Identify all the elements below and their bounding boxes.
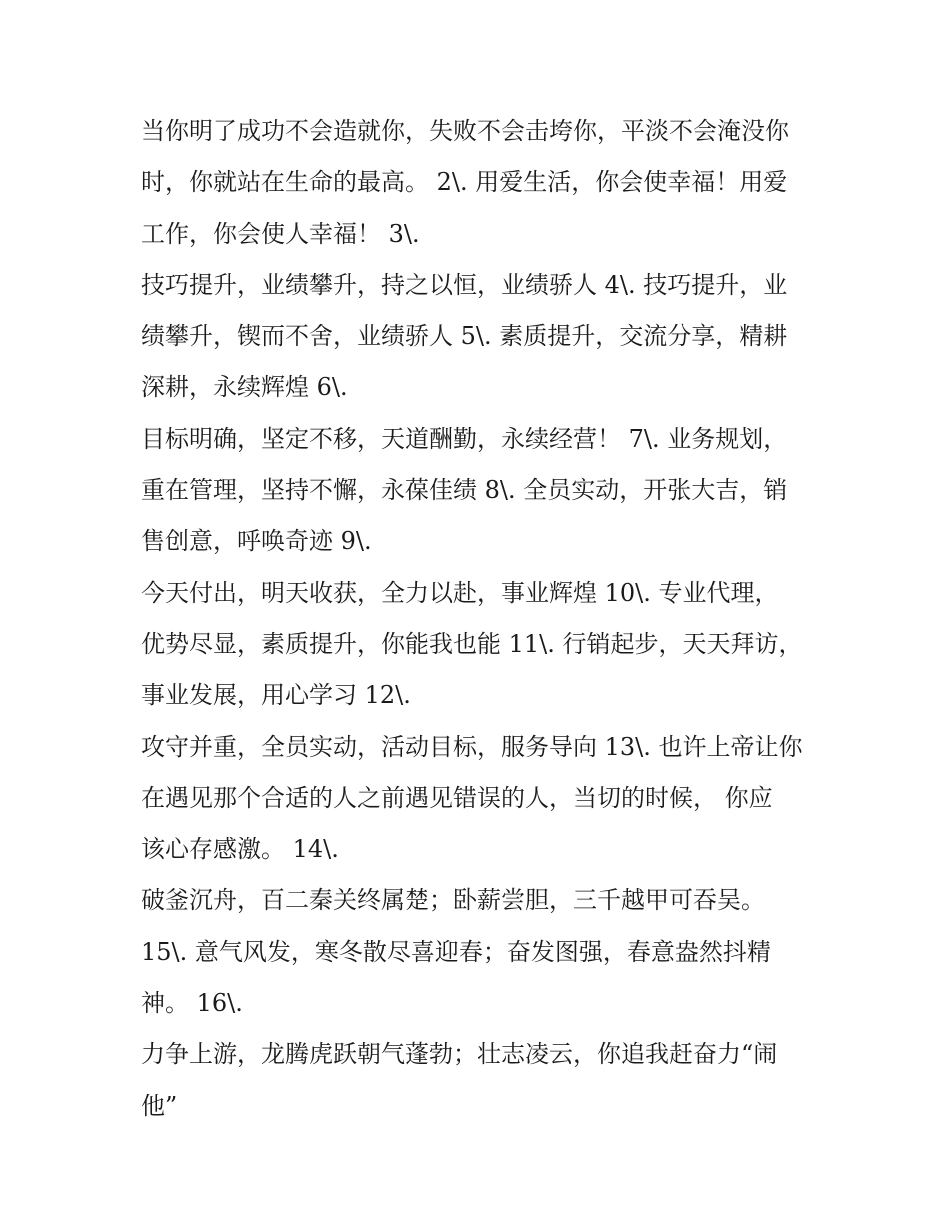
text-line: 破釜沉舟，百二秦关终属楚；卧薪尝胆，三千越甲可吞吴。	[141, 886, 765, 915]
text-line: 在遇见那个合适的人之前遇见错误的人，当切的时候， 你应	[141, 783, 773, 812]
text-line: 15\. 意气风发，寒冬散尽喜迎春；奋发图强，春意盎然抖精	[141, 937, 771, 966]
text-line: 绩攀升，锲而不舍，业绩骄人 5\. 素质提升，交流分享，精耕	[141, 322, 788, 351]
text-line: 攻守并重，全员实动，活动目标，服务导向 13\. 也许上帝让你	[141, 732, 803, 761]
text-line: 力争上游，龙腾虎跃朝气蓬勃；壮志凌云，你追我赶奋力“闹	[141, 1040, 778, 1069]
text-line: 他”	[141, 1091, 178, 1120]
text-line: 该心存感激。 14\.	[141, 835, 339, 864]
text-line: 重在管理，坚持不懈，永葆佳绩 8\. 全员实动，开张大吉，销	[141, 476, 788, 505]
text-line: 售创意，呼唤奇迹 9\.	[141, 527, 372, 556]
text-line: 时，你就站在生命的最高。 2\. 用爱生活，你会使幸福！用爱	[141, 168, 788, 197]
text-line: 目标明确，坚定不移，天道酬勤，永续经营！ 7\. 业务规划，	[141, 424, 788, 453]
text-line: 事业发展，用心学习 12\.	[141, 681, 411, 710]
text-line: 神。 16\.	[141, 989, 243, 1018]
text-line: 工作，你会使人幸福！ 3\.	[141, 219, 420, 248]
text-line: 优势尽显，素质提升，你能我也能 11\. 行销起步，天天拜访，	[141, 629, 803, 658]
document-body	[141, 106, 821, 1132]
text-line: 深耕，永续辉煌 6\.	[141, 373, 348, 402]
text-line: 今天付出，明天收获，全力以赴，事业辉煌 10\. 专业代理，	[141, 578, 779, 607]
text-line: 技巧提升，业绩攀升，持之以恒，业绩骄人 4\. 技巧提升，业	[141, 270, 788, 299]
text-line: 当你明了成功不会造就你，失败不会击垮你，平淡不会淹没你	[141, 117, 789, 145]
